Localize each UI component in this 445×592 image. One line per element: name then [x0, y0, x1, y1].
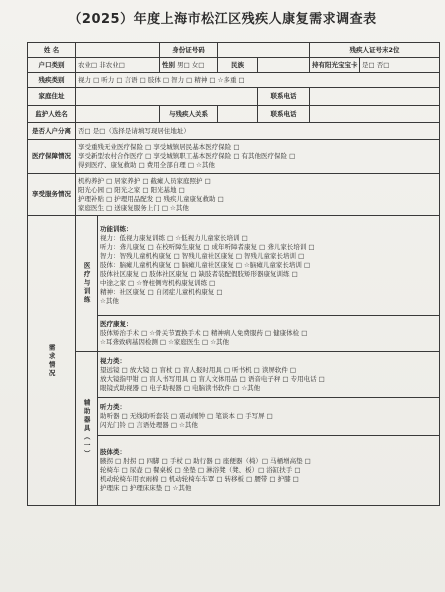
medical-line[interactable]: ☆耳聋致病基因检测 □ ☆家庭医生 □ ☆其他 [100, 338, 230, 346]
row-separation [28, 123, 440, 140]
body-head: 肢体类： [100, 448, 126, 456]
hukou-options[interactable]: 农业□ 非农业□ [76, 58, 160, 73]
vision-head: 视力类： [100, 356, 126, 365]
address-label: 家庭住址 [28, 88, 76, 106]
hearing-line[interactable]: 助听器 □ 无线助听套装 □ 震动闹钟 □ 笔谈本 □ 手写屏 □ [100, 412, 273, 420]
disability-options[interactable]: 视力 □ 听力 □ 言语 □ 肢体 □ 智力 □ 精神 □ ☆多重 □ [76, 73, 440, 88]
functional-line[interactable]: 肢体：脑瘫儿童机构康复 □ 脑瘫儿童社区康复 □ ☆脑瘫儿童家长培训 □ [100, 261, 311, 269]
row-address [28, 88, 440, 106]
hearing-head: 听力类： [100, 403, 126, 411]
guardian-label: 监护人姓名 [28, 106, 76, 123]
name-label: 姓 名 [28, 43, 76, 58]
hukou-label: 户口类别 [28, 58, 76, 73]
body-line[interactable]: 护理床 □ 护理床床垫 □ ☆其他 [100, 484, 192, 492]
survey-form-table [27, 42, 440, 506]
body-line[interactable]: 腋拐 □ 肘拐 □ 四脚 □ 手杖 □ 助行器 □ 座便器（椅）□ 马桶增高垫 □ [100, 457, 311, 465]
functional-line[interactable]: 视力：低视力康复训练 □ ☆低视力儿童家长培训 □ [100, 234, 248, 242]
insurance-line[interactable]: 得到医疗、康复救助 □ 费用全部自理 □ ☆其他 [78, 161, 215, 169]
relation-field[interactable] [218, 106, 258, 123]
id-label: 身份证号码 [160, 43, 218, 58]
phone-field[interactable] [310, 88, 440, 106]
medical-head: 医疗康复： [100, 320, 133, 328]
functional-head: 功能训练： [100, 225, 133, 233]
body-aids-cell[interactable] [98, 436, 440, 506]
row-vision-aids [28, 352, 440, 398]
sex-options[interactable]: 男□ 女□ [177, 60, 205, 69]
row-insurance [28, 140, 440, 174]
ethnic-field[interactable] [258, 58, 310, 73]
services-line[interactable]: 阳光心园 □ 阳光之家 □ 阳光基地 □ [78, 185, 185, 194]
separation-label: 是否人户分离 [28, 123, 76, 140]
cert-label: 残疾人证号末2位 [310, 43, 440, 58]
medical-line[interactable]: 肢体矫治手术 □ ☆骨关节置换手术 □ 精神病人免费服药 □ 健康体检 □ [100, 329, 308, 337]
services-options[interactable] [76, 174, 440, 216]
yang-label: 持有阳光宝宝卡 [310, 58, 360, 73]
services-line[interactable]: 护理补贴 □ 护理用品配发 □ 残疾儿童康复救助 □ [78, 194, 224, 203]
vision-aids-cell[interactable] [98, 352, 440, 398]
row-services [28, 174, 440, 216]
row-functional-training [28, 216, 440, 316]
id-field[interactable] [218, 43, 310, 58]
assistive-devices-label: 辅助器具（一） [76, 352, 98, 506]
sex-label: 性别 [162, 60, 175, 69]
row-name [28, 43, 440, 58]
address-field[interactable] [76, 88, 258, 106]
guardian-field[interactable] [76, 106, 160, 123]
services-label: 享受服务情况 [28, 174, 76, 216]
functional-line[interactable]: 中途之家 □ ☆脊柱侧弯机构康复训练 □ [100, 279, 216, 287]
sex-label-cell [160, 58, 218, 73]
medical-training-label: 医疗与训练 [76, 216, 98, 352]
functional-line[interactable]: 精神：社区康复 □ 自闭症儿童机构康复 □ [100, 288, 223, 296]
row-guardian [28, 106, 440, 123]
form-title: （2025）年度上海市松江区残疾人康复需求调查表 [68, 12, 377, 27]
insurance-label: 医疗保障情况 [28, 140, 76, 174]
name-field[interactable] [76, 43, 160, 58]
insurance-line[interactable]: 享受新型农村合作医疗 □ 享受城镇职工基本医疗保险 □ 有其他医疗保险 □ [78, 152, 296, 160]
guardian-phone-field[interactable] [310, 106, 440, 123]
functional-line[interactable]: ☆其他 [100, 297, 119, 305]
row-disability [28, 73, 440, 88]
yang-options[interactable]: 是□ 否□ [360, 58, 440, 73]
functional-line[interactable]: 肢体社区康复 □ 肢体社区康复 □ 缺肢者装配假肢矫形器康复训练 □ [100, 270, 298, 278]
hearing-line[interactable]: 闪光门铃 □ 言语处理器 □ ☆其他 [100, 421, 198, 429]
ethnic-label: 民族 [218, 58, 258, 73]
relation-label: 与残疾人关系 [160, 106, 218, 123]
body-line[interactable]: 轮椅车 □ 尿壶 □ 餐桌板 □ 坐垫 □ 淋浴凳（凳、板）□ 浴缸扶手 □ [100, 466, 301, 474]
phone-label: 联系电话 [258, 88, 310, 106]
body-line[interactable]: 机动轮椅车用衣雨棉 □ 机动轮椅车车罩 □ 转移板 □ 腰带 □ 护膝 □ [100, 475, 299, 483]
functional-training-cell[interactable] [98, 216, 440, 316]
disability-label: 残疾类别 [28, 73, 76, 88]
hearing-aids-cell[interactable] [98, 398, 440, 436]
medical-rehab-cell[interactable] [98, 316, 440, 352]
vision-line[interactable]: 眼镜式助视器 □ 电子助视器 □ 电脑读书软件 □ ☆其他 [100, 383, 261, 392]
services-line[interactable]: 家庭医生 □ 送康复服务上门 □ ☆其他 [78, 203, 189, 212]
insurance-options[interactable] [76, 140, 440, 174]
services-line[interactable]: 机构养护 □ 居家养护 □ 截瘫人员家庭照护 □ [78, 176, 211, 185]
vision-line[interactable]: 望远镜 □ 放大镜 □ 盲杖 □ 盲人报时用具 □ 听书机 □ 读屏软件 □ [100, 365, 297, 374]
guardian-phone-label: 联系电话 [258, 106, 310, 123]
functional-line[interactable]: 听力：聋儿康复 □ 在校听障生康复 □ 成年听障者康复 □ 聋儿家长培训 □ [100, 243, 315, 251]
separation-options[interactable]: 否□ 是□（选择是请填写现居住地址） [76, 123, 440, 140]
row-hukou [28, 58, 440, 73]
functional-line[interactable]: 智力：智残儿童机构康复 □ 智残儿童社区康复 □ 智残儿童家长培训 □ [100, 252, 305, 260]
needs-label: 需求情况 [28, 216, 76, 506]
insurance-line[interactable]: 享受重残无业医疗保险 □ 享受城镇居民基本医疗保险 □ [78, 143, 240, 151]
vision-line[interactable]: 放大镜指甲钳 □ 盲人书写用具 □ 盲人文体用品 □ 语音电子秤 □ 专用电话 □ [100, 374, 325, 383]
